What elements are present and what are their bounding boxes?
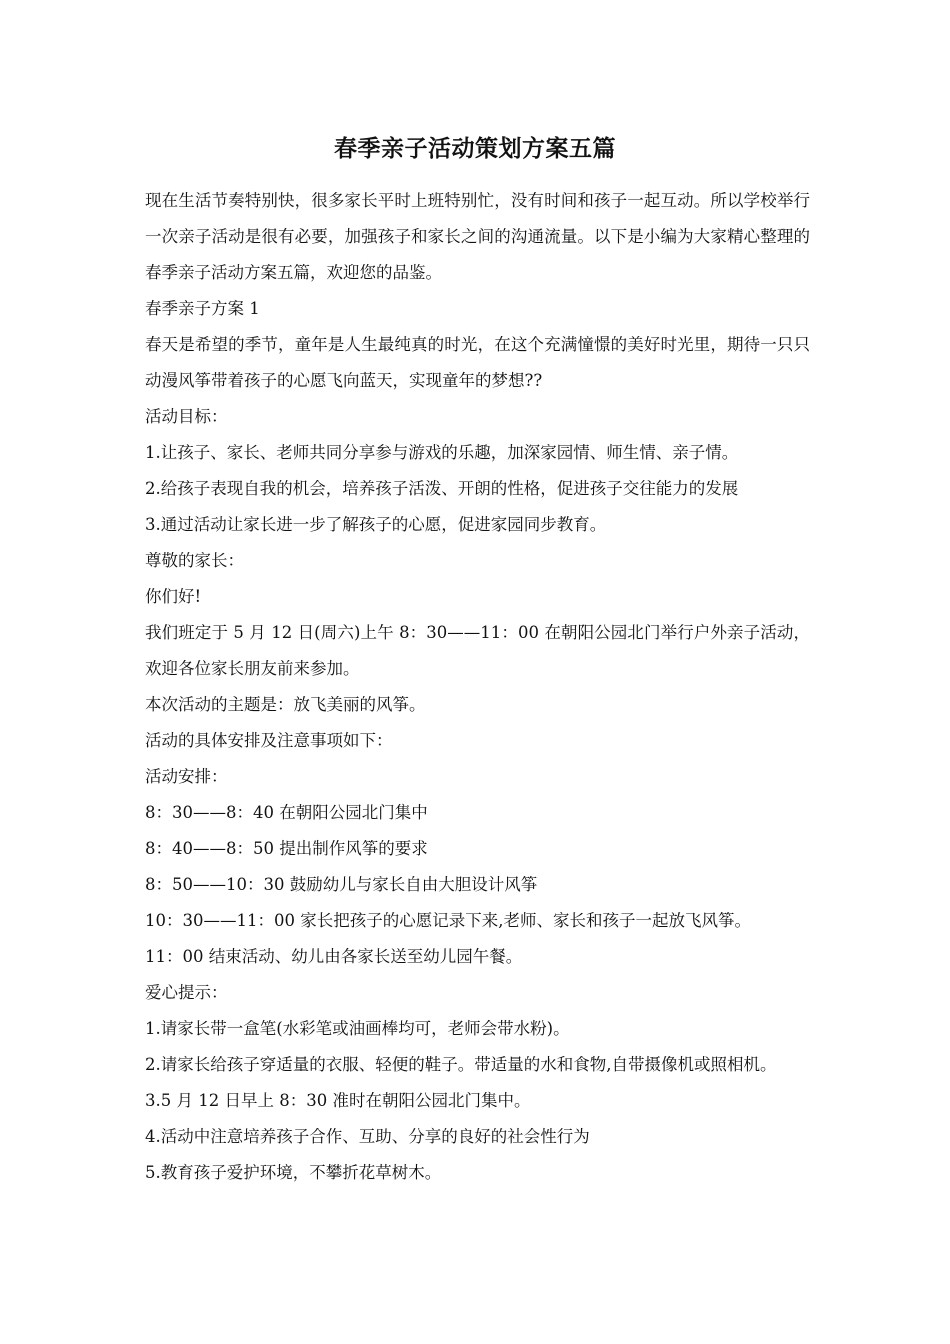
paragraph-salutation: 尊敬的家长： <box>145 551 244 570</box>
paragraph-plan-heading: 春季亲子方案 1 <box>145 299 260 318</box>
paragraph-intro: 现在生活节奏特别快，很多家长平时上班特别忙，没有时间和孩子一起互动。所以学校举行一次亲子活动是很有必要，加强孩子和家长之间的沟通流量。以下是小编为大家精心整理的春季亲子活动方案五篇，欢迎您的品鉴。 <box>145 191 810 282</box>
tip-item-1: 1.请家长带一盒笔(水彩笔或油画棒均可，老师会带水粉)。 <box>145 1019 570 1038</box>
paragraph-greeting: 你们好! <box>145 587 202 606</box>
schedule-item-5: 11：00 结束活动、幼儿由各家长送至幼儿园午餐。 <box>145 947 523 966</box>
document-title: 春季亲子活动策划方案五篇 <box>334 135 616 162</box>
tip-item-2: 2.请家长给孩子穿适量的衣服、轻便的鞋子。带适量的水和食物,自带摄像机或照相机。 <box>145 1055 777 1074</box>
document-body <box>145 183 810 1191</box>
schedule-item-3: 8：50——10：30 鼓励幼儿与家长自由大胆设计风筝 <box>145 875 538 894</box>
schedule-item-1: 8：30——8：40 在朝阳公园北门集中 <box>145 803 428 822</box>
tip-item-3: 3.5 月 12 日早上 8：30 准时在朝阳公园北门集中。 <box>145 1091 531 1110</box>
tip-item-5: 5.教育孩子爱护环境，不攀折花草树木。 <box>145 1163 442 1182</box>
paragraph-goal-1: 1.让孩子、家长、老师共同分享参与游戏的乐趣，加深家园情、师生情、亲子情。 <box>145 443 739 462</box>
paragraph-arrangement-intro: 活动的具体安排及注意事项如下： <box>145 731 393 750</box>
paragraph-goal-2: 2.给孩子表现自我的机会，培养孩子活泼、开朗的性格，促进孩子交往能力的发展 <box>145 479 739 498</box>
paragraph-tips-heading: 爱心提示： <box>145 983 228 1002</box>
paragraph-goals-heading: 活动目标： <box>145 407 228 426</box>
paragraph-announcement: 我们班定于 5 月 12 日(周六)上午 8：30——11：00 在朝阳公园北门举行户外亲子活动，欢迎各位家长朋友前来参加。 <box>145 623 810 678</box>
schedule-item-4: 10：30——11：00 家长把孩子的心愿记录下来,老师、家长和孩子一起放飞风筝。 <box>145 911 751 930</box>
paragraph-spring-intro: 春天是希望的季节，童年是人生最纯真的时光，在这个充满憧憬的美好时光里，期待一只只动漫风筝带着孩子的心愿飞向蓝天，实现童年的梦想?? <box>145 335 810 390</box>
paragraph-goal-3: 3.通过活动让家长进一步了解孩子的心愿，促进家园同步教育。 <box>145 515 607 534</box>
tip-item-4: 4.活动中注意培养孩子合作、互助、分享的良好的社会性行为 <box>145 1127 590 1146</box>
paragraph-theme: 本次活动的主题是：放飞美丽的风筝。 <box>145 695 426 714</box>
schedule-item-2: 8：40——8：50 提出制作风筝的要求 <box>145 839 428 858</box>
paragraph-schedule-heading: 活动安排： <box>145 767 228 786</box>
